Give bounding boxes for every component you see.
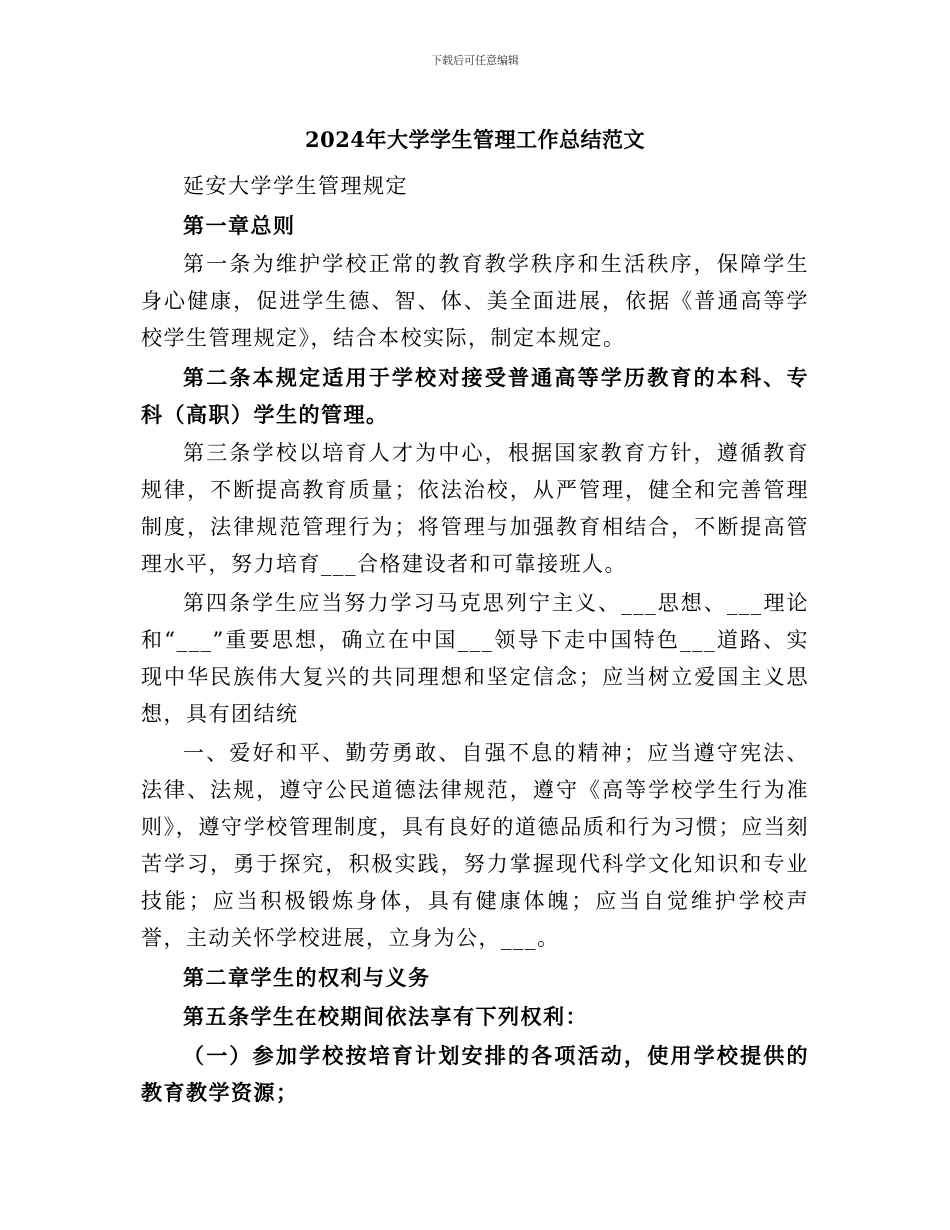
article-4: 第四条学生应当努力学习马克思列宁主义、___思想、___理论和“___”重要思想，确立在中国___领导下走中国特色___道路、实现中华民族伟大复兴的共同理想和坚定信念；应当树立爱国主义思想，具有团结统 (141, 591, 809, 726)
article-2: 第二条本规定适用于学校对接受普通高等学历教育的本科、专科（高职）学生的管理。 (141, 365, 809, 427)
chapter-heading-1: 第一章总则 (183, 213, 296, 238)
document-title: 2024年大学学生管理工作总结范文 (305, 127, 645, 152)
article-4-continued: 一、爱好和平、勤劳勇敢、自强不息的精神；应当遵守宪法、法律、法规，遵守公民道德法律规范，遵守《高等学校学生行为准则》，遵守学校管理制度，具有良好的道德品质和行为习惯；应当刻苦学习，勇于探究，积极实践，努力掌握现代科学文化知识和专业技能；应当积极锻炼身体，具有健康体魄；应当自觉维护学校声誉，主动关怀学校进展，立身为公，___。 (141, 741, 809, 950)
article-5-item-1: （一）参加学校按培育计划安排的各项活动，使用学校提供的教育教学资源； (141, 1043, 809, 1105)
header-note: 下载后可任意编辑 (431, 54, 519, 67)
chapter-heading-2: 第二章学生的权利与义务 (183, 965, 431, 990)
article-3: 第三条学校以培育人才为中心，根据国家教育方针，遵循教育规律，不断提高教育质量；依法治校，从严管理，健全和完善管理制度，法律规范管理行为；将管理与加强教育相结合，不断提高管理水平，努力培育___合格建设者和可靠接班人。 (141, 441, 809, 576)
article-1: 第一条为维护学校正常的教育教学秩序和生活秩序，保障学生身心健康，促进学生德、智、体、美全面进展，依据《普通高等学校学生管理规定》，结合本校实际，制定本规定。 (141, 252, 809, 350)
paragraph-subtitle: 延安大学学生管理规定 (183, 174, 408, 198)
document-body (141, 168, 809, 1111)
article-5: 第五条学生在校期间依法享有下列权利： (183, 1004, 588, 1029)
